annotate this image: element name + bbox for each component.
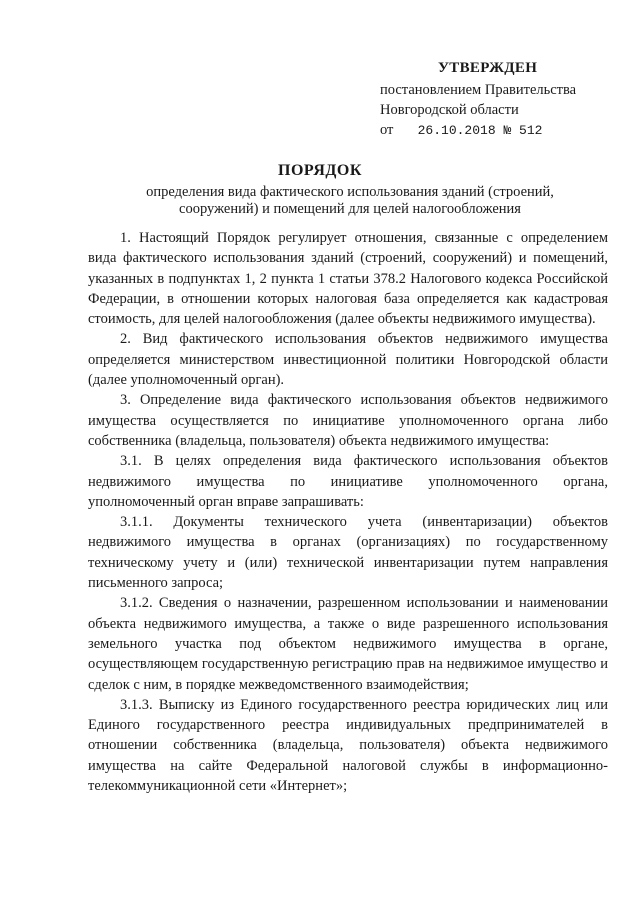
paragraph-3-1-1: 3.1.1. Документы технического учета (инвентаризации) объектов недвижимого имущества в органах (организациях) по государственному техническому учету и (или) технической инвентаризации путем направления письменного запроса;	[88, 514, 608, 592]
approval-date-label: от	[380, 122, 394, 138]
paragraph-3-1-3: 3.1.3. Выписку из Единого государственного реестра юридических лиц или Единого государственного реестра индивидуальных предпринимателей в отношении собственника (владельца, пользователя) объекта недвижимого имущества на сайте Федеральной налоговой службы в информационно-телекоммуникационной сети «Интернет»;	[88, 696, 608, 795]
approval-line-1: постановлением Правительства	[380, 82, 577, 98]
document-subtitle: определения вида фактического использования зданий (строений, сооружений) и помещений для целей налогообложения	[146, 184, 554, 217]
approval-date-value: 26.10.2018 № 512	[417, 123, 543, 138]
approval-block	[380, 58, 630, 141]
document-body	[88, 228, 608, 796]
paragraph-3-1-2: 3.1.2. Сведения о назначении, разрешенном использовании и наименовании объекта недвижимого имущества, а также о виде разрешенного использования земельного участка под объектом недвижимого имущества в органе, осуществляющем государственную регистрацию прав на недвижимое имущество и сделок с ним, в порядке межведомственного взаимодействия;	[88, 595, 608, 693]
document-title: ПОРЯДОК	[278, 162, 362, 179]
paragraph-3-1: 3.1. В целях определения вида фактического использования объектов недвижимого имущества по инициативе уполномоченного органа, уполномоченный орган вправе запрашивать:	[88, 453, 608, 510]
approval-header: УТВЕРЖДЕН	[438, 60, 538, 76]
paragraph-1: 1. Настоящий Порядок регулирует отношения, связанные с определением вида фактического использования зданий (строений, сооружений) и помещений, указанных в подпунктах 1, 2 пункта 1 статьи 378.2 Налогового кодекса Российской Федерации, в отношении которых налоговая база определяется как кадастровая стоимость, для целей налогообложения (далее объекты недвижимого имущества).	[88, 230, 608, 328]
approval-date	[380, 120, 630, 141]
paragraph-2: 2. Вид фактического использования объектов недвижимого имущества определяется министерством инвестиционной политики Новгородской области (далее уполномоченный орган).	[88, 331, 608, 389]
approval-line-2: Новгородской области	[380, 102, 519, 118]
paragraph-3: 3. Определение вида фактического использования объектов недвижимого имущества осуществляется по инициативе уполномоченного органа либо собственника (владельца, пользователя) объекта недвижимого имущества:	[88, 392, 608, 449]
